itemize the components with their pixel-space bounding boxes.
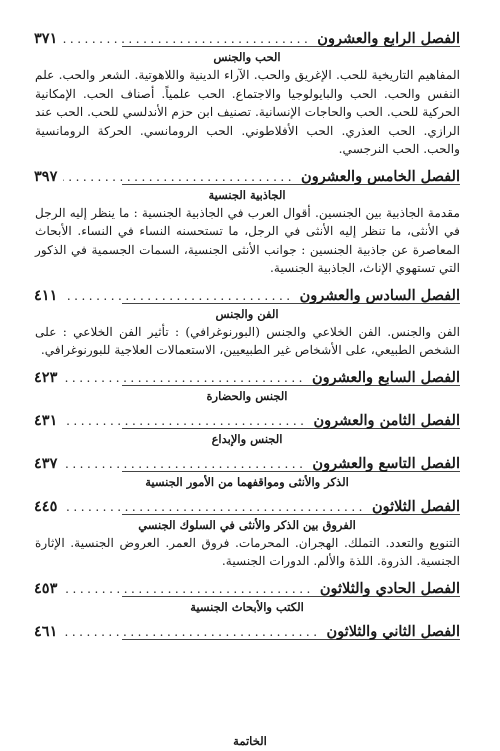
dot-leader xyxy=(63,289,293,303)
chapter-heading xyxy=(34,623,460,640)
chapter-heading xyxy=(34,287,460,304)
chapter-subtitle: الجنس والإبداع xyxy=(211,431,283,446)
chapter-page-number: ٤٣٧ xyxy=(34,454,58,472)
dot-leader xyxy=(63,414,307,428)
chapter-page-number: ٤١١ xyxy=(34,286,58,304)
dot-leader xyxy=(63,625,320,639)
dot-leader xyxy=(63,170,295,184)
chapter-description: المفاهيم التاريخية للحب. الإغريق والحب. الآراء الدينية واللاهوتية. الشعر والحب. علم النفس والحب. الحب والبايولوجيا والاجتماع. الحب علمياً. أصناف الحب. الإمكانية الحركية للحب. الحب والحاجات الإنسانية. تصنيف ابن حزم الأندلسي للحب. الحب عند الرازي. الحب العذري. الحب الأفلاطوني. الحب الرومانسي. الحركة الرومانسية والحب. الحب النرجسي. xyxy=(35,68,460,156)
chapter-28 xyxy=(34,412,460,446)
chapter-description: مقدمة الجاذبية بين الجنسين. أقوال العرب في الجاذبية الجنسية : ما ينظر إليه الرجل في الأنثى، ما تنظر إليه الأنثى في الرجل، ما تستحسنه النساء في النساء. الأبحاث المعاصرة عن جاذبية الجنسين : جوانب الأنثى الجنسية، السمات الجسمية في الذكور التي تستهوي الإناث، الجاذبية الجنسية. xyxy=(35,205,460,275)
chapter-page-number: ٤٤٥ xyxy=(34,497,58,515)
chapter-heading xyxy=(34,30,460,47)
chapter-heading xyxy=(34,369,460,386)
chapter-32 xyxy=(34,623,460,640)
chapter-heading xyxy=(34,498,460,515)
chapter-page-number: ٣٩٧ xyxy=(34,167,58,185)
chapter-page-number: ٤٢٣ xyxy=(34,368,58,386)
dot-leader xyxy=(63,582,314,596)
dot-leader xyxy=(63,457,306,471)
chapter-26 xyxy=(34,287,460,360)
chapter-page-number: ٤٦١ xyxy=(34,622,58,640)
chapter-title: الفصل الرابع والعشرون xyxy=(317,30,460,47)
chapter-subtitle: الفروق بين الذكر والأنثى في السلوك الجنسي xyxy=(138,517,356,532)
chapter-29 xyxy=(34,455,460,489)
chapter-30 xyxy=(34,498,460,571)
chapter-title: الفصل الحادي والثلاثون xyxy=(319,579,460,597)
chapter-title: الفصل الثلاثون xyxy=(371,497,460,515)
table-of-contents xyxy=(34,30,460,649)
chapter-27 xyxy=(34,369,460,403)
chapter-heading xyxy=(34,168,460,185)
chapter-title: الفصل الثاني والثلاثون xyxy=(326,622,460,640)
chapter-subtitle: الكتب والأبحاث الجنسية xyxy=(190,599,304,614)
chapter-page-number: ٤٣١ xyxy=(34,411,58,429)
chapter-description: التنويع والتعدد. التملك. الهجران. المحرمات. فروق العمر. العروض الجنسية. الإثارة الجنسية. الذروة. اللذة والألم. الدورات الجنسية. xyxy=(35,535,460,568)
chapter-title: الفصل الثامن والعشرون xyxy=(313,411,460,429)
chapter-31 xyxy=(34,580,460,614)
chapter-24 xyxy=(34,30,460,159)
chapter-subtitle: الجنس والحضارة xyxy=(206,388,288,403)
chapter-title: الفصل الخامس والعشرون xyxy=(301,167,460,185)
chapter-subtitle: الحب والجنس xyxy=(213,50,281,64)
chapter-title: الفصل السابع والعشرون xyxy=(311,368,460,386)
chapter-title: الفصل السادس والعشرون xyxy=(299,286,460,304)
closing-section-title: الخاتمة xyxy=(233,734,267,748)
chapter-subtitle: الفن والجنس xyxy=(215,306,279,321)
chapter-page-number: ٤٥٣ xyxy=(34,579,58,597)
chapter-title: الفصل التاسع والعشرون xyxy=(312,454,460,472)
chapter-page-number: ٣٧١ xyxy=(34,30,58,47)
chapter-heading xyxy=(34,580,460,597)
chapter-25 xyxy=(34,168,460,278)
chapter-subtitle: الذكر والأنثى ومواقفهما من الأمور الجنسية xyxy=(145,474,349,489)
chapter-subtitle: الجاذبية الجنسية xyxy=(208,187,286,202)
chapter-heading xyxy=(34,412,460,429)
chapter-description: الفن والجنس. الفن الخلاعي والجنس (البورنوغرافي) : تأثير الفن الخلاعي : على الشخص الطبيعي، على الأشخاص غير الطبيعيين، الاستعمالات العلاجية للبورنوغرافي. xyxy=(35,324,460,357)
chapter-heading xyxy=(34,455,460,472)
dot-leader xyxy=(63,32,311,46)
dot-leader xyxy=(63,371,306,385)
dot-leader xyxy=(63,500,366,514)
